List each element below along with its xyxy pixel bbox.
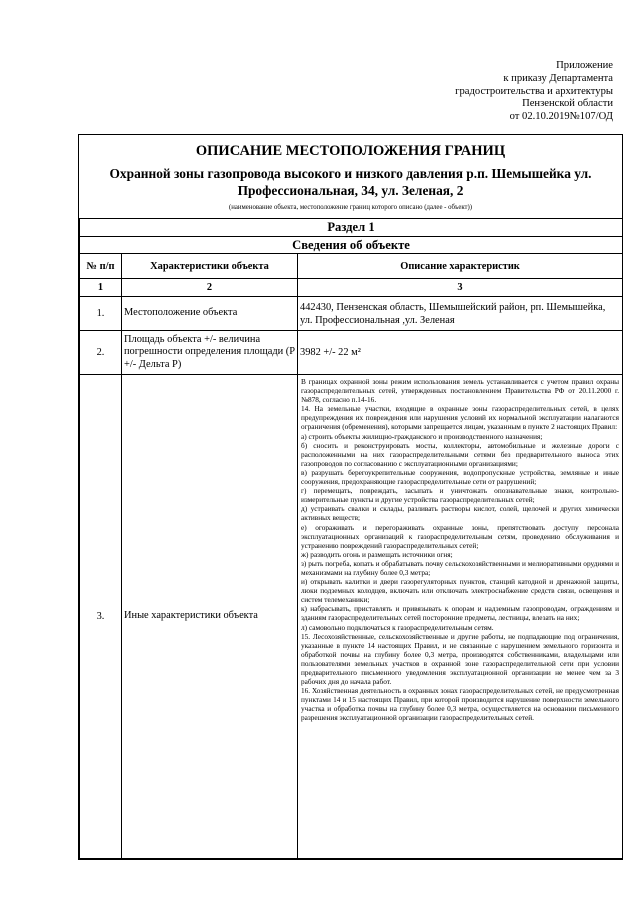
restriction-item: ж) разводить огонь и размещать источники огня;: [301, 549, 453, 559]
restriction-paragraph: 15. Лесохозяйственные, сельскохозяйственные и другие работы, не подпадающие под ограничения, указанные в пункте 14 настоящих Правил, и не связанные с нарушением земельного горизонта и обработкой почвы на глубину более 0,3 метра, производятся собственниками, владельцами или пользователями земельных участков в охранной зоне газораспределительной сети при условии предварительного письменного уведомления эксплуатационной организации не менее чем за 3 рабочих дня до начала работ.: [301, 631, 620, 687]
table-row: [80, 297, 623, 331]
col-header-characteristic: Характеристики объекта: [122, 254, 298, 279]
restriction-item: л) самовольно подключаться к газораспределительным сетям.: [301, 622, 494, 632]
appendix-line: Пензенской области: [522, 98, 613, 110]
col-header-description: Описание характеристик: [298, 254, 623, 279]
section-label: Раздел 1: [80, 219, 623, 237]
restriction-item: и) открывать калитки и двери газорегуляторных пунктов, станций катодной и дренажной защиты, люки подземных колодцев, включать или отключать электроснабжение средств связи, освещения и систем телемеханики;: [301, 577, 620, 605]
restriction-item: з) рыть погреба, копать и обрабатывать почву сельскохозяйственными и мелиоративными орудиями и механизмами на глубину более 0,3 метра;: [301, 558, 620, 577]
restriction-item: в) разрушать берегоукрепительные сооружения, водопропускные устройства, земляные и иные сооружения, предохраняющие газораспределительные сети от разрушений;: [301, 467, 620, 487]
object-name-line: Охранной зоны газопровода высокого и низкого давления р.п. Шемышейка ул.: [109, 166, 592, 181]
col-number: 2: [122, 279, 298, 297]
appendix-line: от 02.10.2019№107/ОД: [509, 111, 613, 123]
col-number: 1: [80, 279, 122, 297]
restriction-paragraph: 16. Хозяйственная деятельность в охранных зонах газораспределительных сетей, не предусмотренная пунктами 14 и 15 настоящих Правил, при которой производится нарушение поверхности земельного участка и обработка почвы на глубину более 0,3 метра, осуществляется на основании письменного разрешения эксплуатационной организации газораспределительных сетей.: [301, 686, 620, 723]
table-row: [80, 331, 623, 375]
appendix-line: Приложение: [556, 60, 613, 71]
object-info-table: [79, 218, 623, 859]
object-name: [79, 165, 622, 199]
restriction-paragraph: В границах охранной зоны режим использования земель устанавливается с учетом правил охраны газораспределительных сетей, утвержденных постановлением Правительства РФ от 20.11.2000 г. №878, согласно п.14-16.: [301, 377, 620, 405]
appendix-line: градостроительства и архитектуры: [455, 85, 613, 97]
row-value-restrictions: [298, 375, 623, 859]
restriction-item: е) огораживать и перегораживать охранные зоны, препятствовать доступу персонала эксплуатационных организаций к газораспределительным сетям, проведению обслуживания и устранению повреждений газораспределительных сетей;: [301, 522, 620, 550]
row-value: 3982 +/- 22 м²: [298, 331, 623, 375]
col-number: 3: [298, 279, 623, 297]
restriction-paragraph: 14. На земельные участки, входящие в охранные зоны газораспределительных сетей, в целях предупреждения их повреждения или нарушения условий их нормальной эксплуатации налагаются ограничения (обременения), которыми запрещается лицам, указанным в пункте 2 настоящих Правил:: [301, 404, 620, 432]
section-title: Сведения об объекте: [80, 237, 623, 254]
row-value: 442430, Пензенская область, Шемышейский район, рп. Шемышейка, ул. Профессиональная ,ул. Зеленая: [298, 297, 623, 331]
restriction-item: а) строить объекты жилищно-гражданского и производственного назначения;: [301, 431, 543, 441]
row-number: 2.: [80, 331, 122, 375]
object-name-line: Профессиональная, 34, ул. Зеленая, 2: [237, 183, 464, 198]
row-characteristic: Площадь объекта +/- величина погрешности определения площади (Р +/- Дельта Р): [122, 331, 298, 375]
restriction-item: б) сносить и реконструировать мосты, коллекторы, автомобильные и железные дороги с расположенными на них газораспределительными сетями без предварительного выноса этих газопроводов по согласованию с эксплуатационными организациями;: [301, 440, 620, 468]
appendix-header: [455, 60, 613, 124]
restriction-item: г) перемещать, повреждать, засыпать и уничтожать опознавательные знаки, контрольно-измерительные пункты и другие устройства газораспределительных сетей;: [301, 486, 620, 505]
row-number: 1.: [80, 297, 122, 331]
col-header-number: № п/п: [80, 254, 122, 279]
appendix-line: к приказу Департамента: [503, 72, 613, 84]
document-frame: [78, 134, 623, 860]
document-title: ОПИСАНИЕ МЕСТОПОЛОЖЕНИЯ ГРАНИЦ: [195, 143, 506, 159]
object-name-caption: (наименование объекта, местоположение границ которого описано (далее - объект)): [228, 204, 473, 211]
row-characteristic: Иные характеристики объекта: [122, 375, 298, 859]
row-number: 3.: [80, 375, 122, 859]
table-row: [80, 375, 623, 859]
restriction-item: д) устраивать свалки и склады, разливать растворы кислот, солей, щелочей и других химически активных веществ;: [301, 504, 620, 523]
restriction-item: к) набрасывать, приставлять и привязывать к опорам и надземным газопроводам, ограждениям и зданиям газораспределительных сетей посторонние предметы, лестницы, влезать на них;: [301, 604, 620, 623]
row-characteristic: Местоположение объекта: [122, 297, 298, 331]
